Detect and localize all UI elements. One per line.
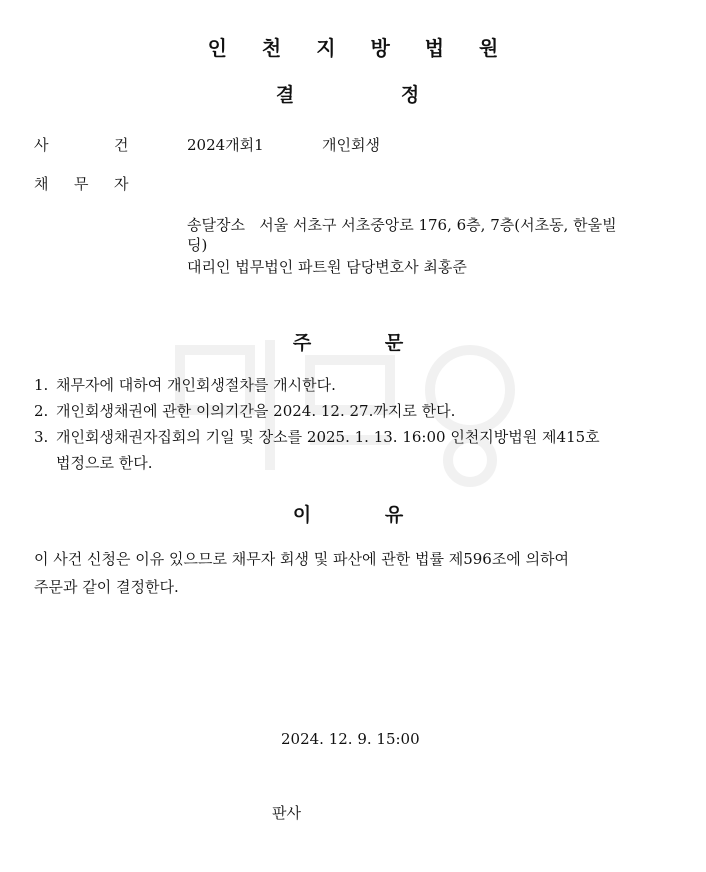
order-item <box>34 398 674 424</box>
debtor-agent: 대리인 법무법인 파트원 담당변호사 최홍준 <box>187 258 467 276</box>
order-item <box>34 424 674 476</box>
order-item-text: 개인회생채권자집회의 기일 및 장소를 2025. 1. 13. 16:00 인천지방법원 제415호 <box>56 428 600 446</box>
order-title-right: 문 <box>384 332 404 354</box>
debtor-label-2: 무 <box>74 175 89 193</box>
court-name: 인 천 지 방 법 원 <box>207 36 513 60</box>
order-item-text: 개인회생채권에 관한 이의기간을 2024. 12. 27.까지로 한다. <box>56 402 456 420</box>
reason-text <box>34 545 674 601</box>
debtor-label-3: 자 <box>114 175 129 193</box>
reason-title-right: 유 <box>384 504 404 526</box>
reason-line-1: 이 사건 신청은 이유 있으므로 채무자 회생 및 파산에 관한 법률 제596조에 의하여 <box>34 550 570 568</box>
order-item-text: 채무자에 대하여 개인회생절차를 개시한다. <box>56 376 336 394</box>
case-type: 개인회생 <box>322 136 380 154</box>
order-list <box>34 372 674 476</box>
order-item-number: 2. <box>34 402 49 420</box>
case-label-right: 건 <box>114 136 129 154</box>
order-item <box>34 372 674 398</box>
case-number: 2024개회1 <box>187 136 264 154</box>
order-title-left: 주 <box>292 332 312 354</box>
decision-datetime: 2024. 12. 9. 15:00 <box>281 730 420 748</box>
order-item-number: 1. <box>34 376 49 394</box>
debtor-address-line1: 송달장소 서울 서초구 서초중앙로 176, 6층, 7층(서초동, 한울빌 <box>187 216 617 234</box>
debtor-address-line2: 딩) <box>187 236 208 254</box>
doc-type-right: 정 <box>400 84 420 106</box>
case-label-left: 사 <box>34 136 49 154</box>
doc-type-left: 결 <box>275 84 295 106</box>
reason-title-left: 이 <box>292 504 312 526</box>
order-item-text-continued: 법정으로 한다. <box>56 454 153 472</box>
order-item-number: 3. <box>34 428 49 446</box>
judge-label: 판사 <box>272 804 301 822</box>
reason-line-2: 주문과 같이 결정한다. <box>34 578 179 596</box>
debtor-label-1: 채 <box>34 175 49 193</box>
